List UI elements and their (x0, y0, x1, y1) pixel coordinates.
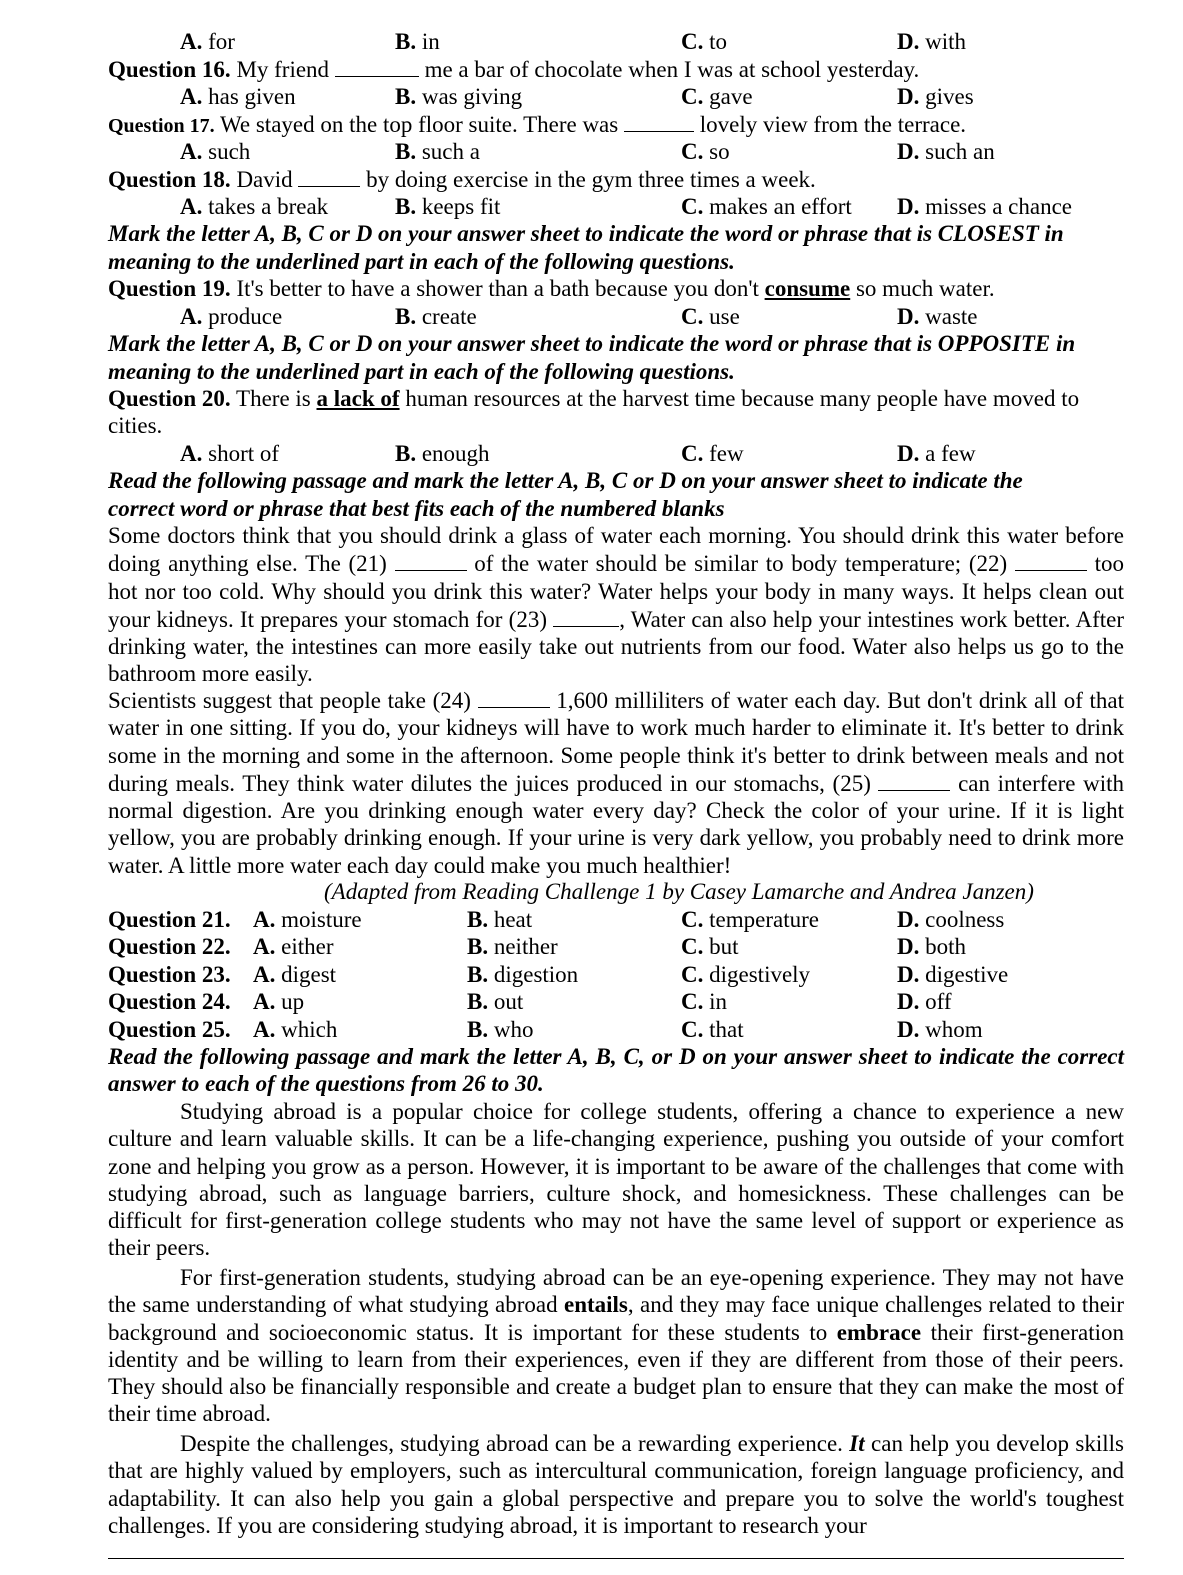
instruction-closest-line-1: Mark the letter A, B, C or D on your answer sheet to indicate the word or phrase that is CLOSEST in (108, 221, 1064, 246)
q17-option-d[interactable]: D. such an (897, 139, 995, 164)
q23-option-b[interactable]: B. digestion (467, 962, 579, 987)
cloze-paragraph-2: Scientists suggest that people take (24) 1,600 milliliters of water each day. But don't drink all of that water in one sitting. If you do, your kidneys will have to work much harder to eliminate it. It's better to drink some in the morning and some in the afternoon. Some people think it's better to drink between meals and not during meals. They think water dilutes the juices produced in our stomachs, (25) can interfere with normal digestion. Are you drinking enough water every day? Check the color of your urine. If it is light yellow, you are probably drinking enough. If your urine is very dark yellow, you probably need to drink more water. A little more water each day could make you much healthier! (108, 688, 1125, 878)
q19-option-c[interactable]: C. use (681, 304, 740, 329)
question-label: Question 17. (108, 115, 215, 137)
instruction-cloze-line-2: correct word or phrase that best fits each of the numbered blanks (108, 496, 725, 521)
q17-option-c[interactable]: C. so (681, 139, 730, 164)
q25-option-c[interactable]: C. that (681, 1017, 744, 1042)
q16-options (0, 83, 1183, 110)
question-20-stem-cont: cities. (108, 413, 163, 438)
q18-option-a[interactable]: A. takes a break (180, 194, 329, 219)
q23-option-c[interactable]: C. digestively (681, 962, 811, 987)
question-label: Question 20. (108, 386, 231, 411)
question-label: Question 22. (108, 934, 231, 959)
q19-option-d[interactable]: D. waste (897, 304, 978, 329)
q25-option-b[interactable]: B. who (467, 1017, 534, 1042)
reading-paragraph-3: Despite the challenges, studying abroad can be a rewarding experience. It can help you develop skills that are highly valued by employers, such as intercultural communication, foreign language proficiency, and adaptability. It can also help you gain a global perspective and prepare you to solve the world's toughest challenges. If you are considering studying abroad, it is important to research your (108, 1431, 1124, 1538)
question-19-stem: Question 19. It's better to have a shower than a bath because you don't consume so much water. (108, 276, 995, 301)
q15-options (0, 28, 1183, 55)
instruction-reading: Read the following passage and mark the letter A, B, C, or D on your answer sheet to indicate the correct answer to each of the questions from 26 to 30. (108, 1044, 1124, 1097)
question-25-row (0, 1016, 1183, 1043)
q18-option-b[interactable]: B. keeps fit (395, 194, 501, 219)
question-16-stem: Question 16. My friend me a bar of chocolate when I was at school yesterday. (108, 57, 920, 82)
q24-option-a[interactable]: A. up (253, 989, 305, 1014)
q24-option-d[interactable]: D. off (897, 989, 952, 1014)
question-17-stem: Question 17. We stayed on the top floor suite. There was lovely view from the terrace. (108, 112, 967, 137)
passage-source: (Adapted from Reading Challenge 1 by Casey Lamarche and Andrea Janzen) (324, 879, 1034, 904)
instruction-closest-line-2: meaning to the underlined part in each of the following questions. (108, 249, 735, 274)
q16-option-b[interactable]: B. was giving (395, 84, 523, 109)
q17-option-b[interactable]: B. such a (395, 139, 480, 164)
question-label: Question 16. (108, 57, 231, 82)
q21-option-c[interactable]: C. temperature (681, 907, 819, 932)
q24-option-c[interactable]: C. in (681, 989, 728, 1014)
question-label: Question 21. (108, 907, 231, 932)
q17-option-a[interactable]: A. such (180, 139, 251, 164)
answer-blank (335, 55, 419, 77)
q15-option-d[interactable]: D. with (897, 29, 967, 54)
q16-option-c[interactable]: C. gave (681, 84, 753, 109)
q16-option-d[interactable]: D. gives (897, 84, 974, 109)
question-24-row (0, 988, 1183, 1015)
blank-22 (1015, 549, 1087, 571)
question-21-row (0, 906, 1183, 933)
q23-option-d[interactable]: D. digestive (897, 962, 1009, 987)
question-label: Question 25. (108, 1017, 231, 1042)
cloze-paragraph-1: Some doctors think that you should drink a glass of water each morning. You should drink this water before doing anything else. The (21) of the water should be similar to body temperature; (22) too hot nor too cold. Why should you drink this water? Water helps your body in many ways. It helps clean out your kidneys. It prepares your stomach for (23) , Water can also help your intestines work better. After drinking water, the intestines can more easily take out nutrients from our food. Water also helps us go to the bathroom more easily. (108, 523, 1124, 687)
q17-options (0, 138, 1183, 165)
instruction-cloze-line-1: Read the following passage and mark the letter A, B, C or D on your answer sheet to indicate the (108, 468, 1023, 493)
reading-paragraph-1: Studying abroad is a popular choice for college students, offering a chance to experience a new culture and learn valuable skills. It can be a life-changing experience, pushing you outside of your comfort zone and helping you grow as a person. However, it is important to be aware of the challenges that come with studying abroad, such as language barriers, culture shock, and homesickness. These challenges can be difficult for first-generation college students who may not have the same level of support or experience as their peers. (108, 1099, 1124, 1261)
underlined-word: consume (764, 276, 851, 301)
q25-option-d[interactable]: D. whom (897, 1017, 983, 1042)
q20-options (0, 440, 1183, 467)
q19-option-a[interactable]: A. produce (180, 304, 283, 329)
q20-option-c[interactable]: C. few (681, 441, 744, 466)
question-22-row (0, 933, 1183, 960)
question-label: Question 23. (108, 962, 231, 987)
blank-25 (878, 769, 950, 791)
q15-option-b[interactable]: B. in (395, 29, 440, 54)
blank-21 (395, 549, 467, 571)
q15-option-c[interactable]: C. to (681, 29, 728, 54)
q21-option-a[interactable]: A. moisture (253, 907, 362, 932)
reading-paragraph-2: For first-generation students, studying abroad can be an eye-opening experience. They may not have the same understanding of what studying abroad entails, and they may face unique challenges related to their background and socioeconomic status. It is important for these students to embrace their first-generation identity and be willing to learn from their experiences, even if they are different from those of their peers. They should also be financially responsible and create a budget plan to ensure that they can make the most of their time abroad. (108, 1265, 1125, 1427)
bold-italic-word-it: It (849, 1431, 865, 1456)
q20-option-b[interactable]: B. enough (395, 441, 490, 466)
answer-blank (298, 165, 360, 187)
q20-option-d[interactable]: D. a few (897, 441, 976, 466)
question-label: Question 19. (108, 276, 231, 301)
answer-blank (624, 110, 694, 132)
q22-option-d[interactable]: D. both (897, 934, 967, 959)
q21-option-b[interactable]: B. heat (467, 907, 533, 932)
footer-divider (108, 1558, 1124, 1559)
q24-option-b[interactable]: B. out (467, 989, 524, 1014)
question-18-stem: Question 18. David by doing exercise in the gym three times a week. (108, 167, 816, 192)
q18-option-d[interactable]: D. misses a chance (897, 194, 1073, 219)
q22-option-c[interactable]: C. but (681, 934, 739, 959)
blank-24 (478, 686, 550, 708)
blank-23 (553, 605, 619, 627)
question-23-row (0, 961, 1183, 988)
q25-option-a[interactable]: A. which (253, 1017, 338, 1042)
q23-option-a[interactable]: A. digest (253, 962, 337, 987)
instruction-opposite-line-1: Mark the letter A, B, C or D on your answer sheet to indicate the word or phrase that is OPPOSITE in (108, 331, 1076, 356)
q22-option-b[interactable]: B. neither (467, 934, 558, 959)
question-label: Question 24. (108, 989, 231, 1014)
underlined-phrase: a lack of (316, 386, 400, 411)
question-label: Question 18. (108, 167, 231, 192)
q15-option-a[interactable]: A. for (180, 29, 235, 54)
q16-option-a[interactable]: A. has given (180, 84, 296, 109)
q18-options (0, 193, 1183, 220)
q21-option-d[interactable]: D. coolness (897, 907, 1005, 932)
q19-options (0, 303, 1183, 330)
q22-option-a[interactable]: A. either (253, 934, 334, 959)
bold-word-embrace: embrace (836, 1319, 922, 1345)
q20-option-a[interactable]: A. short of (180, 441, 280, 466)
q19-option-b[interactable]: B. create (395, 304, 477, 329)
bold-word-entails: entails (563, 1292, 628, 1318)
q18-option-c[interactable]: C. makes an effort (681, 194, 852, 219)
question-20-stem: Question 20. There is a lack of human resources at the harvest time because many people have moved to (108, 386, 1080, 411)
instruction-opposite-line-2: meaning to the underlined part in each of the following questions. (108, 359, 735, 384)
